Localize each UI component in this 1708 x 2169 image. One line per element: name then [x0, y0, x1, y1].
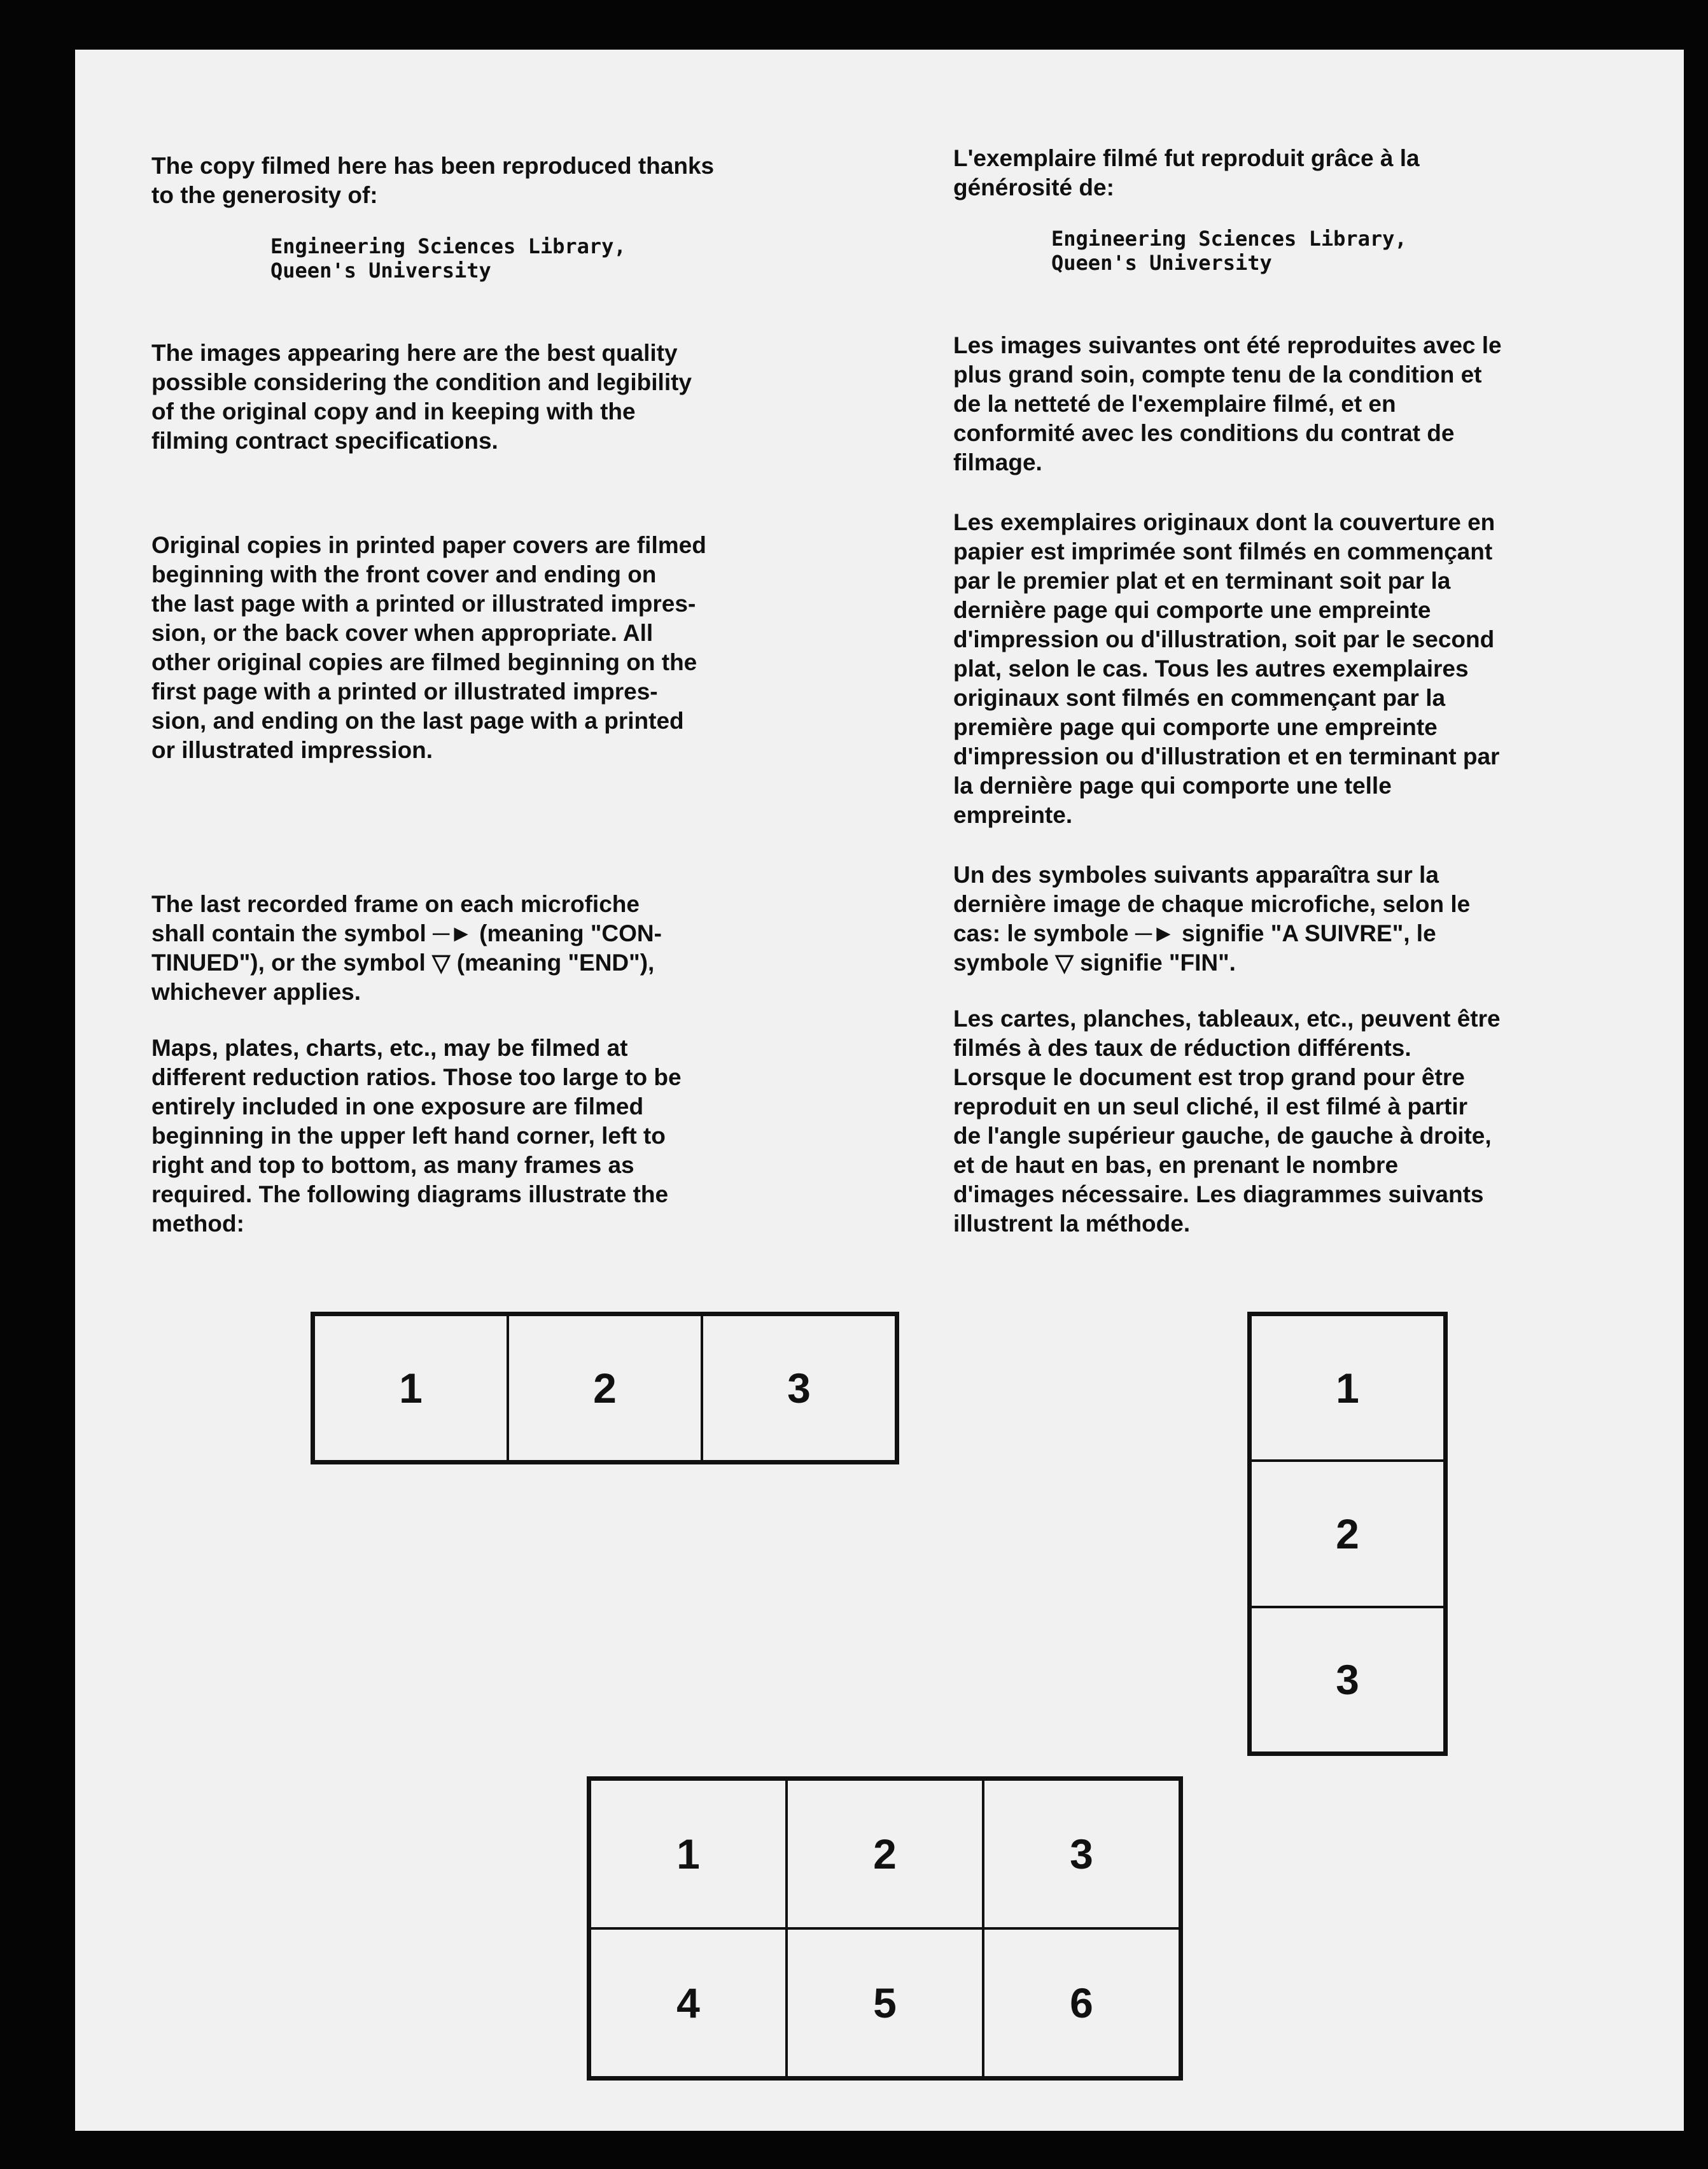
microfiche-notice-page	[75, 50, 1684, 2131]
english-covers-paragraph: Original copies in printed paper covers are filmed beginning with the front cover and ending on the last page with a printed or illustrated impres- sion, or the back cover when appropriate. All other original copies are filmed beginning on the first page with a printed or illustrated impres- sion, and ending on the last page with a printed or illustrated impression.	[151, 532, 706, 763]
diagram-cell: 1	[590, 1779, 787, 1928]
french-quality-paragraph: Les images suivantes ont été reproduites avec le plus grand soin, compte tenu de la condition et de la netteté de l'exemplaire filmé, et en conformité avec les conditions du contrat de filmage.	[953, 332, 1502, 475]
diagram-cell: 3	[702, 1315, 896, 1461]
diagram-cell: 5	[787, 1928, 983, 2077]
english-intro: The copy filmed here has been reproduced thanks to the generosity of:	[151, 153, 715, 208]
diagram-six-grid	[587, 1776, 1183, 2081]
french-symbols-paragraph: Un des symboles suivants apparaîtra sur la dernière image de chaque microfiche, selon le cas: le symbole ─► signifie "A SUIVRE", le symbole ▽ signifie "FIN".	[953, 862, 1471, 976]
diagram-cell: 1	[1250, 1315, 1445, 1461]
diagram-cell: 6	[983, 1928, 1180, 2077]
french-column	[953, 144, 1672, 1239]
diagram-cell: 1	[314, 1315, 508, 1461]
diagram-cell: 2	[1250, 1461, 1445, 1606]
diagram-cell: 3	[1250, 1607, 1445, 1753]
diagram-cell: 3	[983, 1779, 1180, 1928]
english-library-name: Engineering Sciences Library, Queen's University	[270, 234, 626, 283]
diagram-three-vertical	[1247, 1312, 1448, 1756]
diagram-three-horizontal	[311, 1312, 899, 1464]
diagram-cell: 2	[508, 1315, 702, 1461]
english-quality-paragraph: The images appearing here are the best quality possible considering the condition and legibility of the original copy and in keeping with the filming contract specifications.	[151, 340, 692, 454]
english-symbols-paragraph: The last recorded frame on each microfiche shall contain the symbol ─► (meaning "CON- TINUED"), or the symbol ▽ (meaning "END"), whichever applies.	[151, 891, 662, 1005]
french-maps-paragraph: Les cartes, planches, tableaux, etc., peuvent être filmés à des taux de réduction différents. Lorsque le document est trop grand pour être reproduit en un seul cliché, il est filmé à partir de l'angle supérieur gauche, de gauche à droite, et de haut en bas, en prenant le nombre d'images nécessaire. Les diagrammes suivants illustrent la méthode.	[953, 1006, 1501, 1237]
french-covers-paragraph: Les exemplaires originaux dont la couverture en papier est imprimée sont filmés en commençant par le premier plat et en terminant soit par la dernière page qui comporte une empreinte d'impression ou d'illustration, soit par le second plat, selon le cas. Tous les autres exemplaires originaux sont filmés en commençant par la première page qui comporte une empreinte d'impression ou d'illustration et en terminant par la dernière page qui comporte une telle empreinte.	[953, 509, 1500, 828]
french-library-name: Engineering Sciences Library, Queen's University	[1051, 227, 1407, 275]
diagram-cell: 2	[787, 1779, 983, 1928]
diagram-cell: 4	[590, 1928, 787, 2077]
english-maps-paragraph: Maps, plates, charts, etc., may be filmed at different reduction ratios. Those too large to be entirely included in one exposure are filmed beginning in the upper left hand corner, left to right and top to bottom, as many frames as required. The following diagrams illustrate the method:	[151, 1035, 682, 1237]
french-intro: L'exemplaire filmé fut reproduit grâce à la générosité de:	[953, 145, 1420, 200]
english-column	[151, 151, 915, 1239]
